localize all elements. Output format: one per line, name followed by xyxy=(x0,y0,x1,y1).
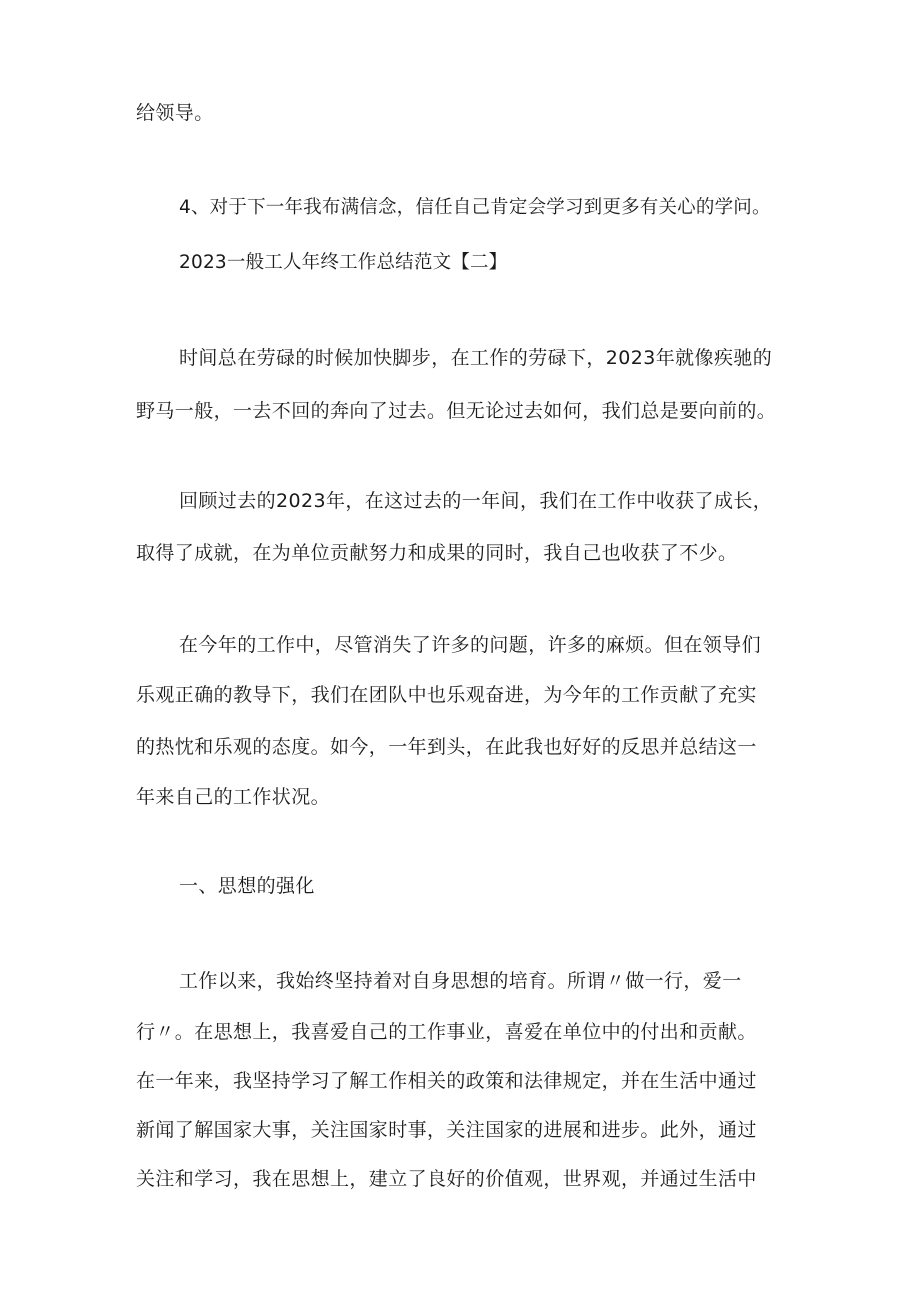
paragraph-line-continuation: 给领导。 xyxy=(136,102,214,124)
list-item-4: 4、对于下一年我布满信念，信任自己肯定会学习到更多有关心的学问。 xyxy=(179,197,771,218)
paragraph-line: 野马一般，一去不回的奔向了过去。但无论过去如何，我们总是要向前的。 xyxy=(136,400,777,422)
subsection-heading: 一、思想的强化 xyxy=(179,875,315,897)
paragraph-line: 取得了成就，在为单位贡献努力和成果的同时，我自己也收获了不少。 xyxy=(136,542,738,564)
paragraph-line: 的热忱和乐观的态度。如今，一年到头，在此我也好好的反思并总结这一 xyxy=(136,736,757,758)
paragraph-line: 乐观正确的教导下，我们在团队中也乐观奋进，为今年的工作贡献了充实 xyxy=(136,684,757,706)
paragraph-line: 年来自己的工作状况。 xyxy=(136,786,331,808)
paragraph-line: 新闻了解国家大事，关注国家时事，关注国家的进展和进步。此外，通过 xyxy=(136,1119,757,1141)
paragraph-line: 回顾过去的2023年，在这过去的一年间，我们在工作中收获了成长， xyxy=(179,490,773,512)
paragraph-line: 行〃。在思想上，我喜爱自己的工作事业，喜爱在单位中的付出和贡献。 xyxy=(136,1021,757,1043)
section-heading-2: 2023一般工人年终工作总结范文【二】 xyxy=(179,252,508,273)
paragraph-line: 时间总在劳碌的时候加快脚步，在工作的劳碌下，2023年就像疾驰的 xyxy=(179,347,773,369)
paragraph-line: 工作以来，我始终坚持着对自身思想的培育。所谓〃做一行，爱一 xyxy=(179,970,742,992)
paragraph-line: 在一年来，我坚持学习了解工作相关的政策和法律规定，并在生活中通过 xyxy=(136,1070,757,1092)
paragraph-line: 在今年的工作中，尽管消失了许多的问题，许多的麻烦。但在领导们 xyxy=(179,634,762,656)
paragraph-line: 关注和学习，我在思想上，建立了良好的价值观，世界观，并通过生活中 xyxy=(136,1168,757,1190)
